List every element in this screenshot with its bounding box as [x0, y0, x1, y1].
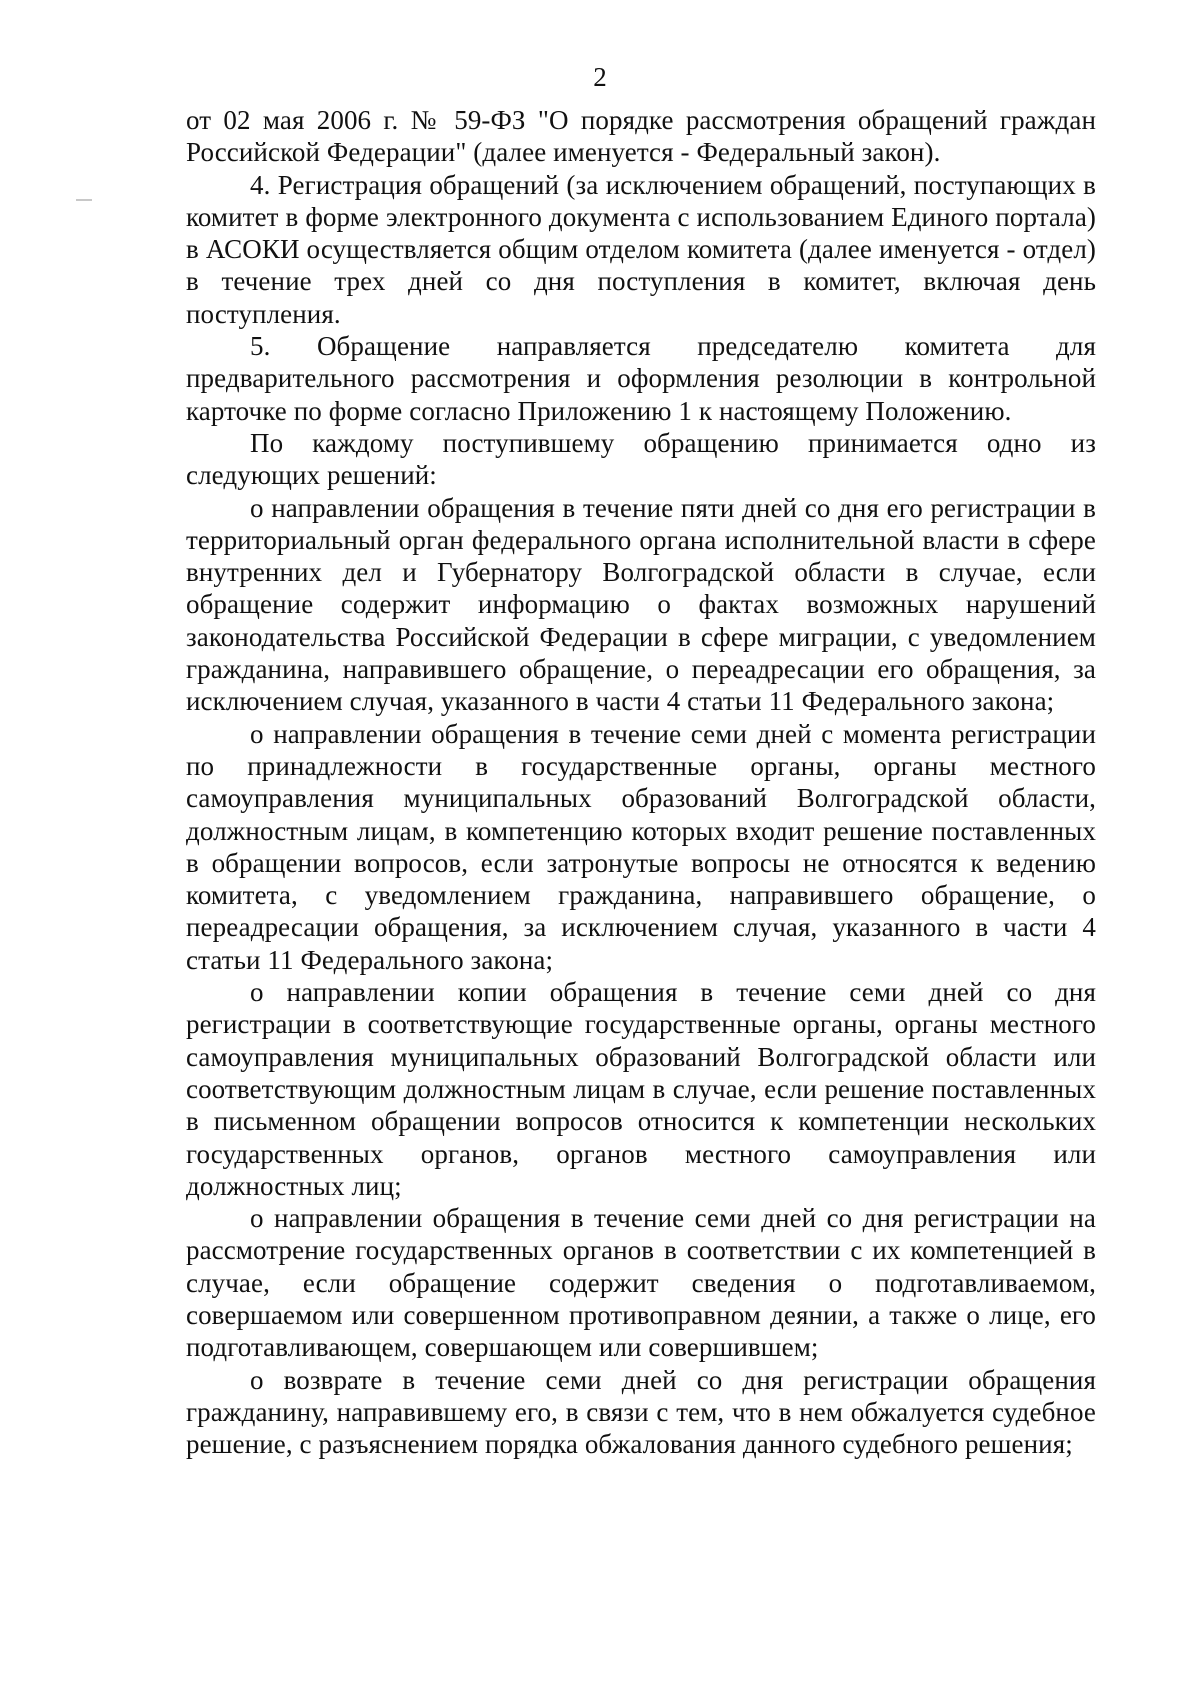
- paragraph-decision-copy: о направлении копии обращения в течение семи дней со дня регистрации в соответствующие государственные органы, органы местного самоуправления муниципальных образований Волгоградской области или соответствующим должностным лицам в случае, если решение поставленных в письменном обращении вопросов относится к компетенции нескольких государственных органов, органов местного самоуправления или должностных лиц;: [186, 977, 1096, 1201]
- paragraph-decision-jurisdiction: о направлении обращения в течение семи дней с момента регистрации по принадлежности в государственные органы, органы местного самоуправления муниципальных образований Волгоградской области, должностным лицам, в компетенцию которых входит решение поставленных в обращении вопросов, если затронутые вопросы не относятся к ведению комитета, с уведомлением гражданина, направившего обращение, о переадресации обращения, за исключением случая, указанного в части 4 статьи 11 Федерального закона;: [186, 718, 1096, 975]
- page-number: 2: [593, 62, 607, 92]
- paragraph-decision-return: о возврате в течение семи дней со дня регистрации обращения гражданину, направившему его, в связи с тем, что в нем обжалуется судебное решение, с разъяснением порядка обжалования данного судебного решения;: [186, 1364, 1096, 1460]
- paragraph-decision-migration: о направлении обращения в течение пяти дней со дня его регистрации в территориальный орган федерального органа исполнительной власти в сфере внутренних дел и Губернатору Волгоградской области в случае, если обращение содержит информацию о фактах возможных нарушений законодательства Российской Федерации в сфере миграции, с уведомлением гражданина, направившего обращение, о переадресации его обращения, за исключением случая, указанного в части 4 статьи 11 Федерального закона;: [186, 492, 1096, 717]
- document-body: [186, 104, 1096, 1460]
- paragraph-law-reference: от 02 мая 2006 г. № 59-ФЗ "О порядке рассмотрения обращений граждан Российской Федерации" (далее именуется - Федеральный закон).: [186, 105, 1096, 168]
- margin-mark: [76, 199, 92, 201]
- paragraph-item-5-referral: 5. Обращение направляется председателю комитета для предварительного рассмотрения и оформления резолюции в контрольной карточке по форме согласно Приложению 1 к настоящему Положению.: [186, 331, 1096, 426]
- paragraph-item-4-registration: 4. Регистрация обращений (за исключением обращений, поступающих в комитет в форме электронного документа с использованием Единого портала) в АСОКИ осуществляется общим отделом комитета (далее именуется - отдел) в течение трех дней со дня поступления в комитет, включая день поступления.: [186, 169, 1096, 329]
- paragraph-decision-unlawful-act: о направлении обращения в течение семи дней со дня регистрации на рассмотрение государственных органов в соответствии с их компетенцией в случае, если обращение содержит сведения о подготавливаемом, совершаемом или совершенном противоправном деянии, а также о лице, его подготавливающем, совершающем или совершившем;: [186, 1203, 1096, 1363]
- paragraph-decisions-intro: По каждому поступившему обращению принимается одно из следующих решений:: [186, 427, 1096, 491]
